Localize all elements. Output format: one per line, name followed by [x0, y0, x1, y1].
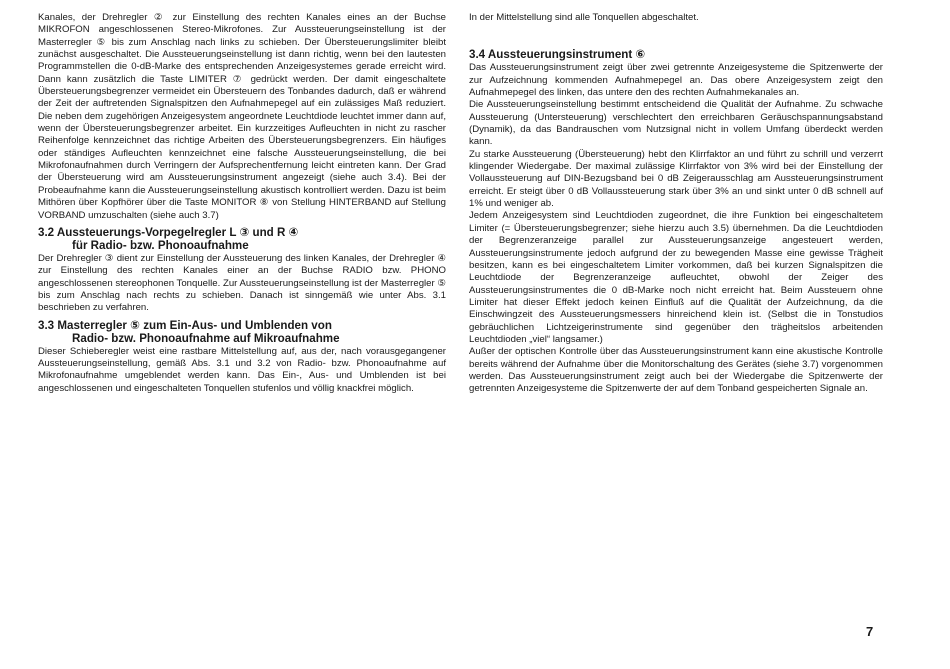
left-column: [38, 12, 446, 395]
section-3-3-subtitle: Radio- bzw. Phonoaufnahme auf Mikroaufnahme: [72, 331, 340, 345]
section-3-2-subtitle: für Radio- bzw. Phonoaufnahme: [72, 238, 249, 252]
section-3-4-paragraph: Das Aussteuerungsinstrument zeigt über zwei getrennte Anzeigesysteme die Spitzenwerte der zur Aufzeichnung kommenden Aufnahmepegel an. Das obere Anzeigesystem zeigt den Aufnahmepegel des linken, das untere den des rechten Aufnahmekanales an.: [469, 62, 883, 99]
section-3-2-heading: [38, 226, 446, 252]
section-3-4-paragraph: Jedem Anzeigesystem sind Leuchtdioden zugeordnet, die ihre Funktion bei eingeschaltetem Limiter (= Übersteuerungsbegrenzer; siehe hierzu auch 3.5) übernehmen. Da die Leuchtdioden der Begrenzeranzeige parallel zur Aussteuerungsanzeige angesteuert werden, Aussteuerungsinstrumente jedoch aufgrund der zu bewegenden Masse eine gewisse Trägheit besitzen, kann es bei eingeschaltetem Limiter vorkommen, daß bei kurzen Signalspitzen die Leuchtdiode der Begrenzeranzeige aufleuchtet, obwohl der Zeiger des Aussteuerungsinstrumentes die 0 dB-Marke noch nicht erreicht hat. Beim Aussteuern ohne Limiter hat dieser Effekt jedoch keinen Einfluß auf die Qualität der Aufzeichnung, da die Einschwingzeit des Aussteuerungsmessers hinreichend klein ist. (Selbst die in Tonstudios gebräuchlichen Lichtzeigerinstrumente sind gegenüber den trägheitslos arbeitenden Leuchtdioden „viel“ langsamer.): [469, 210, 883, 345]
left-intro-paragraph: Kanales, der Drehregler ② zur Einstellung des rechten Kanales eines an der Buchse MIKROFON angeschlossenen Stereo-Mikrofones. Zur Aussteuerungseinstellung ist der Masterregler ⑤ bis zum Anschlag nach links zu schieben. Der Übersteuerungslimiter bleibt zunächst ausgeschaltet. Die Aussteuerungseinstellung ist dann richtig, wenn bei den lautesten Programmstellen die 0-dB-Marke des entsprechenden Anzeigesystemes gerade erreicht wird. Dann kann zusätzlich die Taste LIMITER ⑦ gedrückt werden. Der damit eingeschaltete Übersteuerungsbegrenzer vermeidet ein Übersteuern des Tonbandes dadurch, daß er während der Zeit der auftretenden Signalspitzen den Aufnahmepegel auf ein zulässiges Maß reduziert. Die neben dem zugehörigen Anzeigesystem angeordnete Leuchtdiode leuchtet immer dann auf, wenn der Übersteuerungsbegrenzer arbeitet. Ein kurzzeitiges Aufleuchten in nicht zu rascher Reihenfolge kennzeichnet das richtige Arbeiten des Übersteuerungsbegrenzers. Ein häufiges oder ständiges Aufleuchten kennzeichnet eine falsche Aussteuerungseinstellung, die bei Mikrofonaufnahmen durch Verringern der Aufsprechentfernung leicht eintreten kann. Der Grad der Übersteuerung wird am Aussteuerungsinstrument angezeigt (siehe auch 3.4). Bei der Probeaufnahme kann die Aussteuerungseinstellung akustisch kontrolliert werden. Dazu ist beim Mithören über Kopfhörer über die Taste MONITOR ⑧ von Stellung HINTERBAND auf Stellung VORBAND umzuschalten (siehe auch 3.7): [38, 12, 446, 221]
section-3-3-body: Dieser Schieberegler weist eine rastbare Mittelstellung auf, aus der, nach vorausgegangener Aussteuerungseinstellung, gemäß Abs. 3.1 und 3.2 von Radio- bzw. Phonoaufnahme auf Mikrofonaufnahme umgeblendet werden kann. Das Ein-, Aus- und Umblenden ist bei angeschlossenen und eingeschalteten Tonquellen stufenlos und völlig knackfrei möglich.: [38, 345, 446, 394]
section-3-4-paragraph: Außer der optischen Kontrolle über das Aussteuerungsinstrument kann eine akustische Kontrolle bereits während der Aufnahme über die Monitorschaltung des Gerätes (siehe 3.7) vorgenommen werden. Das Aussteuerungsinstrument zeigt auch bei der Wiedergabe die Spitzenwerte der getrennten Anzeigesysteme die Spitzenwerte der auf dem Tonband gespeicherten Signale an.: [469, 346, 883, 395]
right-intro-paragraph: In der Mittelstellung sind alle Tonquellen abgeschaltet.: [469, 12, 699, 23]
section-3-3-heading: [38, 319, 446, 345]
page-number: 7: [866, 624, 874, 639]
section-3-4-heading: [469, 48, 883, 61]
section-3-2-body: Der Drehregler ③ dient zur Einstellung der Aussteuerung des linken Kanales, der Drehregler ④ zur Einstellung des rechten Kanales einer an der Buchse RADIO bzw. PHONO angeschlossenen stereophonen Tonquelle. Zur Aussteuerungseinstellung ist der Masterregler ⑤ bis zum Anschlag nach rechts zu schieben. Danach ist sinngemäß wie unter Abs. 3.1 beschrieben zu verfahren.: [38, 252, 446, 314]
right-column: [469, 12, 883, 396]
section-3-4-title: 3.4 Aussteuerungsinstrument ⑥: [469, 48, 646, 62]
section-3-4-paragraph: Die Aussteuerungseinstellung bestimmt entscheidend die Qualität der Aufnahme. Zu schwache Aussteuerung (Untersteuerung) verschlechtert den erreichbaren Geräuschspannungsabstand (Dynamik), da das Bandrauschen vom Nutzsignal nicht in vollem Umfang überdeckt werden kann.: [469, 99, 883, 148]
section-3-3-title: 3.3 Masterregler ⑤ zum Ein-Aus- und Umblenden von: [38, 318, 332, 332]
section-3-4-paragraph: Zu starke Aussteuerung (Übersteuerung) hebt den Klirrfaktor an und führt zu schrill und verzerrt klingender Wiedergabe. Der maximal zulässige Klirrfaktor von 3% wird bei der Einstellung der Vollaussteuerung auf DIN-Bezugsband bei 0 dB Zeigerausschlag am Aussteuerungsinstrument erreicht. Er steigt über 0 dB Vollaussteuerung stark über 3% an und sinkt unter 0 dB schnell auf 1% und weniger ab.: [469, 148, 883, 210]
section-3-2-title: 3.2 Aussteuerungs-Vorpegelregler L ③ und R ④: [38, 225, 299, 239]
